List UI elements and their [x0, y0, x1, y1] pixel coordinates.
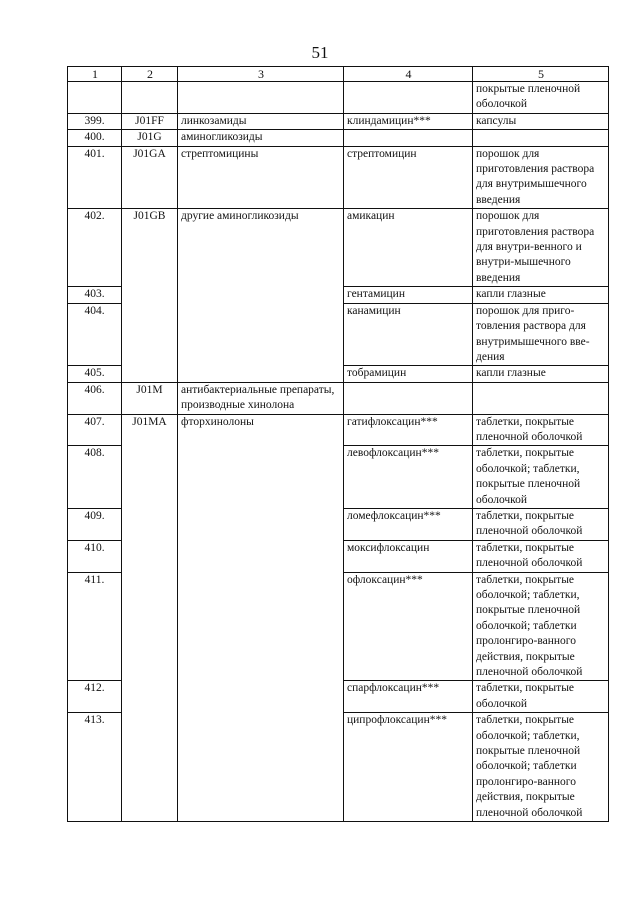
row-number: 399.: [68, 113, 122, 129]
group-name: фторхинолоны: [178, 414, 344, 822]
row-number: 413.: [68, 713, 122, 822]
header-row: [68, 67, 609, 82]
drug-name: [344, 82, 473, 114]
dosage-form: таблетки, покрытые пленочной оболочкой: [473, 540, 609, 572]
table-row: [68, 209, 609, 287]
drug-name: стрептомицин: [344, 146, 473, 209]
drug-name: тобрамицин: [344, 366, 473, 382]
row-number: 404.: [68, 303, 122, 366]
atc-code: J01MA: [122, 414, 178, 822]
atc-code: J01M: [122, 382, 178, 414]
dosage-form: порошок для приготовления раствора для внутримышечного введения: [473, 146, 609, 209]
column-header-3: 3: [178, 67, 344, 82]
row-number: 409.: [68, 508, 122, 540]
row-number: 411.: [68, 572, 122, 681]
dosage-form: порошок для приготовления раствора для внутри-венного и внутри-мышечного введения: [473, 209, 609, 287]
group-name: аминогликозиды: [178, 130, 344, 146]
dosage-form: [473, 130, 609, 146]
atc-code: J01GB: [122, 209, 178, 382]
dosage-form: таблетки, покрытые оболочкой; таблетки, покрытые пленочной оболочкой: [473, 446, 609, 509]
drug-name: амикацин: [344, 209, 473, 287]
dosage-form: таблетки, покрытые оболочкой: [473, 681, 609, 713]
row-number: 402.: [68, 209, 122, 287]
dosage-form: покрытые пленочной оболочкой: [473, 82, 609, 114]
dosage-form: таблетки, покрытые оболочкой; таблетки, покрытые пленочной оболочкой; таблетки пролонгиро-ванного действия, покрытые пленочной оболочкой: [473, 713, 609, 822]
column-header-4: 4: [344, 67, 473, 82]
dosage-form: таблетки, покрытые пленочной оболочкой: [473, 508, 609, 540]
drug-name: [344, 382, 473, 414]
group-name: стрептомицины: [178, 146, 344, 209]
table-row: [68, 382, 609, 414]
dosage-form: капсулы: [473, 113, 609, 129]
page-number: 51: [311, 43, 329, 62]
column-header-5: 5: [473, 67, 609, 82]
drug-name: гатифлоксацин***: [344, 414, 473, 446]
group-name: [178, 82, 344, 114]
atc-code: J01FF: [122, 113, 178, 129]
dosage-form: таблетки, покрытые пленочной оболочкой: [473, 414, 609, 446]
drug-name: [344, 130, 473, 146]
drug-name: моксифлоксацин: [344, 540, 473, 572]
row-number: 400.: [68, 130, 122, 146]
table-row: [68, 146, 609, 209]
drug-name: офлоксацин***: [344, 572, 473, 681]
drug-name: ломефлоксацин***: [344, 508, 473, 540]
atc-code: J01G: [122, 130, 178, 146]
group-name: другие аминогликозиды: [178, 209, 344, 382]
dosage-form: капли глазные: [473, 287, 609, 303]
drug-name: ципрофлоксацин***: [344, 713, 473, 822]
drug-name: левофлоксацин***: [344, 446, 473, 509]
group-name: линкозамиды: [178, 113, 344, 129]
row-number: 406.: [68, 382, 122, 414]
row-number: [68, 82, 122, 114]
row-number: 412.: [68, 681, 122, 713]
group-name: антибактериальные препараты, производные хинолона: [178, 382, 344, 414]
dosage-form: таблетки, покрытые оболочкой; таблетки, покрытые пленочной оболочкой; таблетки пролонгиро-ванного действия, покрытые пленочной оболочкой: [473, 572, 609, 681]
atc-code: [122, 82, 178, 114]
table-row: [68, 414, 609, 446]
atc-code: J01GA: [122, 146, 178, 209]
drug-name: клиндамицин***: [344, 113, 473, 129]
dosage-form: [473, 382, 609, 414]
dosage-form: порошок для приго-товления раствора для внутримышечного вве-дения: [473, 303, 609, 366]
column-header-2: 2: [122, 67, 178, 82]
row-number: 401.: [68, 146, 122, 209]
table-row: [68, 82, 609, 114]
row-number: 410.: [68, 540, 122, 572]
dosage-form: капли глазные: [473, 366, 609, 382]
row-number: 403.: [68, 287, 122, 303]
row-number: 407.: [68, 414, 122, 446]
column-header-1: 1: [68, 67, 122, 82]
table-row: [68, 130, 609, 146]
row-number: 408.: [68, 446, 122, 509]
table-row: [68, 113, 609, 129]
drug-name: канамицин: [344, 303, 473, 366]
row-number: 405.: [68, 366, 122, 382]
drug-name: спарфлоксацин***: [344, 681, 473, 713]
drug-name: гентамицин: [344, 287, 473, 303]
drug-table: [67, 66, 609, 822]
